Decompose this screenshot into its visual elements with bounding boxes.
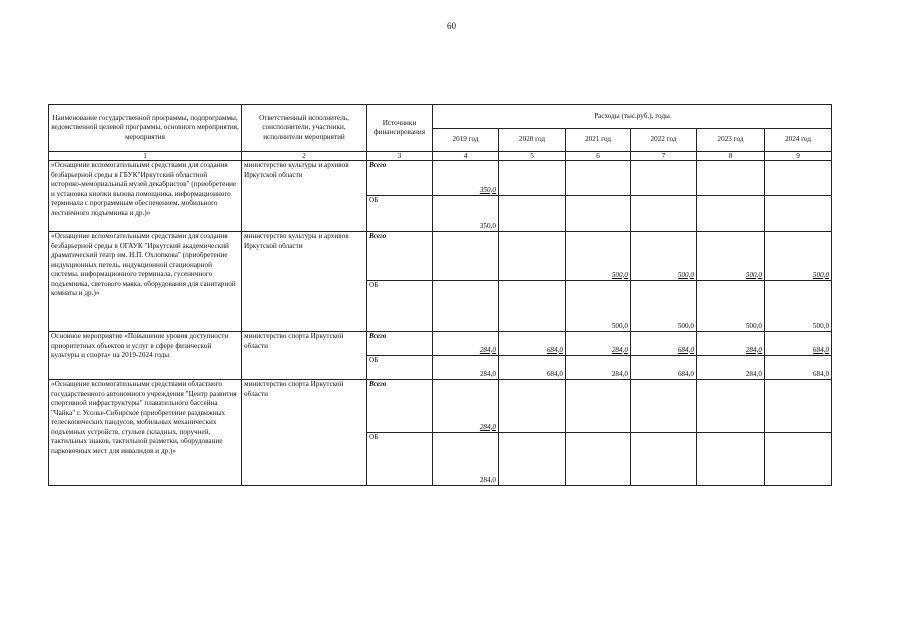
value-cell (765, 380, 832, 433)
value-cell (499, 161, 566, 196)
value-cell: 500,0 (765, 281, 832, 332)
value-cell: 350,0 (433, 161, 499, 196)
header-year-2020: 2020 год (499, 128, 566, 152)
value-cell: 684,0 (765, 356, 832, 380)
program-name-cell: Основное мероприятие «Повышение уровня доступности приоритетных объектов и услуг в сфере физической культуры и спорта» на 2019-2024 годы (49, 332, 242, 380)
value-cell: 684,0 (765, 332, 832, 356)
header-year-2024: 2024 год (765, 128, 832, 152)
value-cell (765, 196, 832, 232)
header-executor: Ответственный исполнитель, соисполнители, участники, исполнители мероприятий (242, 105, 367, 152)
program-name-cell: «Оснащение вспомогательными средствами для создания безбарьерной среды в ГБУК"Иркутский областной историко-мемориальный музей декабристов" (приобретение и установка кнопки вызова помощника, информационного терминала с программным обеспечением, мобильного лестничного подъемника и др.)» (49, 161, 242, 232)
value-cell: 350,0 (433, 196, 499, 232)
value-cell: 500,0 (566, 281, 631, 332)
value-cell (499, 433, 566, 486)
page-number: 60 (447, 21, 456, 31)
header-expenses: Расходы (тыс.руб.), годы (433, 105, 832, 129)
value-cell (499, 380, 566, 433)
executor-cell: министерство спорта Иркутской области (242, 380, 367, 486)
column-number: 7 (631, 152, 697, 161)
value-cell: 684,0 (499, 332, 566, 356)
column-number-row (49, 152, 832, 161)
value-cell: 500,0 (631, 281, 697, 332)
value-cell (499, 232, 566, 281)
header-program-name: Наименование государственной программы, подпрограммы, ведомственной целевой программы, основного мероприятия, мероприятия (49, 105, 242, 152)
column-number: 2 (242, 152, 367, 161)
source-total-cell (367, 332, 433, 356)
source-total-label: Всего (369, 332, 387, 340)
value-cell (433, 281, 499, 332)
column-number: 6 (566, 152, 631, 161)
value-cell: 284,0 (697, 332, 765, 356)
column-number: 4 (433, 152, 499, 161)
value-cell (697, 380, 765, 433)
executor-cell: министерство спорта Иркутской области (242, 332, 367, 380)
value-cell (566, 196, 631, 232)
source-ob-cell: ОБ (367, 433, 433, 486)
value-cell: 684,0 (631, 356, 697, 380)
table-row (49, 380, 832, 433)
value-cell (631, 196, 697, 232)
source-total-label: Всего (369, 380, 387, 388)
value-cell: 284,0 (697, 356, 765, 380)
header-financing-source: Источники финансирования (367, 105, 433, 152)
budget-table (48, 104, 832, 486)
source-total-cell (367, 380, 433, 433)
source-ob-cell: ОБ (367, 356, 433, 380)
table-row (49, 232, 832, 281)
value-cell (697, 196, 765, 232)
value-cell (765, 433, 832, 486)
source-total-cell (367, 161, 433, 196)
value-cell (433, 232, 499, 281)
header-year-2021: 2021 год (566, 128, 631, 152)
value-cell (631, 433, 697, 486)
value-cell: 500,0 (566, 232, 631, 281)
table-row (49, 161, 832, 196)
value-cell: 284,0 (433, 380, 499, 433)
value-cell: 500,0 (697, 232, 765, 281)
column-number: 8 (697, 152, 765, 161)
value-cell (765, 161, 832, 196)
value-cell (697, 161, 765, 196)
value-cell (631, 161, 697, 196)
value-cell: 500,0 (765, 232, 832, 281)
executor-cell: министерство культуры и архивов Иркутской области (242, 161, 367, 232)
source-ob-cell: ОБ (367, 281, 433, 332)
value-cell (566, 380, 631, 433)
source-ob-cell: ОБ (367, 196, 433, 232)
value-cell: 500,0 (697, 281, 765, 332)
executor-cell: министерство культуры и архивов Иркутской области (242, 232, 367, 332)
value-cell: 284,0 (566, 332, 631, 356)
value-cell (499, 196, 566, 232)
source-total-label: Всего (369, 161, 387, 169)
header-row-1 (49, 105, 832, 129)
column-number: 9 (765, 152, 832, 161)
column-number: 1 (49, 152, 242, 161)
value-cell: 500,0 (631, 232, 697, 281)
program-name-cell: «Оснащение вспомогательными средствами областного государственного автономного учреждения "Центр развития спортивной инфраструктуры" плавательного бассейна "Чайка" г. Усолье-Сибирское (приобретение раздвижных телескопических пандусов, мобильных механических подъемных устройств, стульев складных, поручней, тактильных знаков, тактильной разметки, оборудование парковочных мест для инвалидов и др.)» (49, 380, 242, 486)
value-cell (631, 380, 697, 433)
header-year-2022: 2022 год (631, 128, 697, 152)
value-cell: 284,0 (433, 332, 499, 356)
value-cell: 284,0 (566, 356, 631, 380)
program-name-cell: «Оснащение вспомогательными средствами для создания безбарьерной среды в ОГАУК "Иркутский академический драматический театр им. Н.П. Охлопкова" (приобретение индукционных петель, индукционной стационарной системы, информационного терминала, гусеничного подъемника, светового маяка, оборудования для санитарной комнаты и др.)» (49, 232, 242, 332)
table-row (49, 332, 832, 356)
header-year-2023: 2023 год (697, 128, 765, 152)
value-cell: 684,0 (499, 356, 566, 380)
value-cell (566, 433, 631, 486)
source-total-label: Всего (369, 232, 387, 240)
value-cell: 684,0 (631, 332, 697, 356)
source-total-cell (367, 232, 433, 281)
column-number: 5 (499, 152, 566, 161)
header-year-2019: 2019 год (433, 128, 499, 152)
value-cell: 284,0 (433, 356, 499, 380)
value-cell (697, 433, 765, 486)
value-cell (566, 161, 631, 196)
value-cell (499, 281, 566, 332)
column-number: 3 (367, 152, 433, 161)
value-cell: 284,0 (433, 433, 499, 486)
